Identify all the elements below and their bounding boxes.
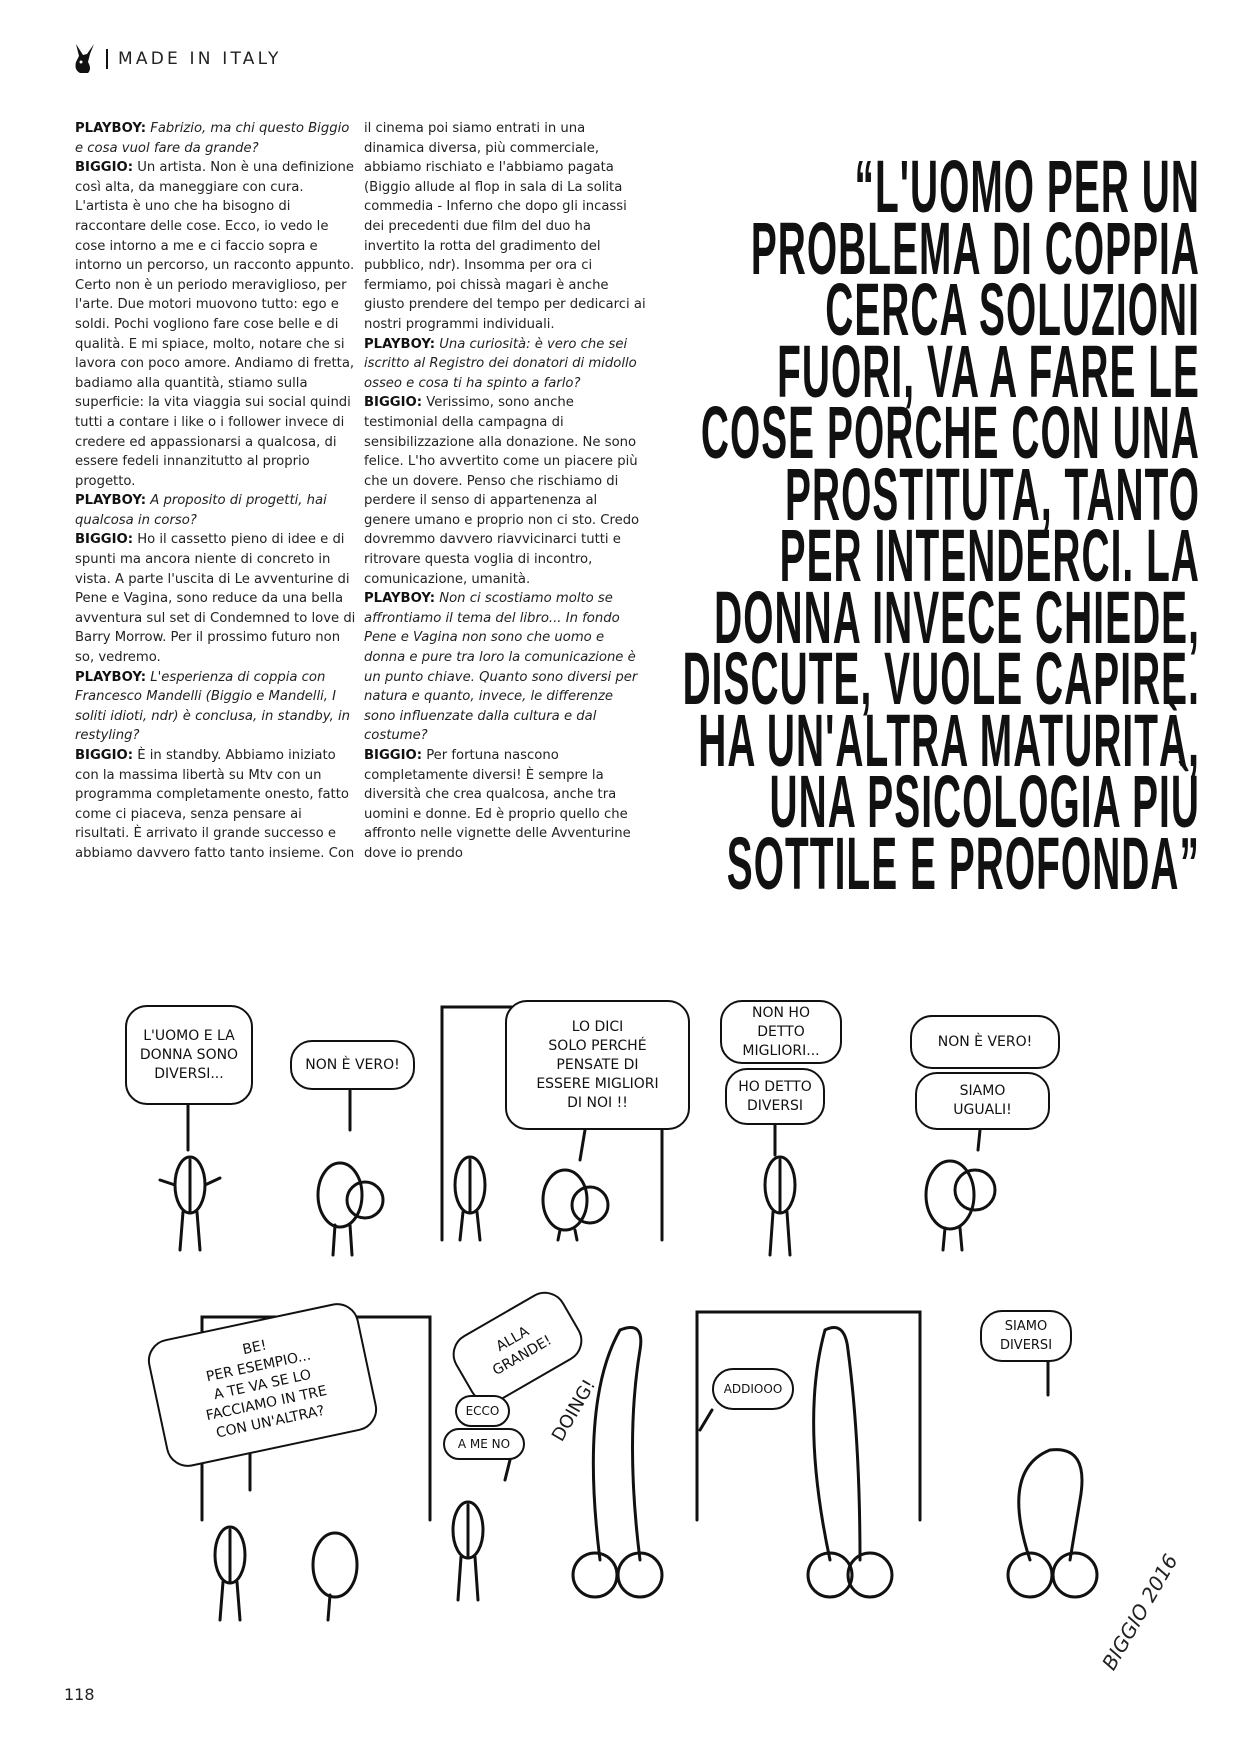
speech-bubble: NON È VERO! bbox=[910, 1015, 1060, 1069]
speaker-label: PLAYBOY: bbox=[75, 669, 147, 685]
comic-character-penis bbox=[926, 1161, 995, 1250]
comic-character-penis-erect bbox=[808, 1328, 892, 1598]
comic-character-vagina bbox=[765, 1157, 795, 1255]
speech-bubble: ADDIOOO bbox=[712, 1368, 794, 1410]
section-title: MADE IN ITALY bbox=[118, 49, 282, 69]
speaker-label: BIGGIO: bbox=[75, 532, 133, 548]
comic-character-vagina bbox=[453, 1502, 483, 1600]
pull-quote-line: DISCUTE, VUOLE CAPIRE. bbox=[682, 637, 1200, 720]
speech-bubble: ALLA GRANDE! bbox=[445, 1284, 591, 1411]
comic-character-penis bbox=[313, 1533, 357, 1620]
comic-character-penis bbox=[543, 1170, 608, 1240]
speaker-label: PLAYBOY: bbox=[364, 591, 436, 607]
comic-character-penis bbox=[318, 1163, 383, 1255]
page-number: 118 bbox=[64, 1685, 95, 1704]
pull-quote-line: “L'UOMO PER UN bbox=[854, 145, 1200, 228]
speech-bubble: SIAMO DIVERSI bbox=[980, 1310, 1072, 1362]
speaker-label: PLAYBOY: bbox=[364, 336, 436, 352]
speaker-label: BIGGIO: bbox=[364, 395, 422, 411]
pull-quote-line: HA UN'ALTRA MATURITÀ, bbox=[698, 698, 1200, 782]
speech-bubble: L'UOMO E LA DONNA SONO DIVERSI... bbox=[125, 1005, 253, 1105]
comic-character-vagina bbox=[160, 1157, 220, 1250]
pull-quote-line: UNA PSICOLOGIA PIÙ bbox=[769, 760, 1200, 843]
pull-quote-line: CERCA SOLUZIONI bbox=[825, 268, 1200, 351]
pull-quote-line: SOTTILE E PROFONDA” bbox=[726, 821, 1200, 905]
speech-bubble: ECCO bbox=[455, 1395, 510, 1427]
pull-quote-line: PROSTITUTA, TANTO bbox=[785, 452, 1200, 536]
question-text: A proposito di progetti, hai qualcosa in corso? bbox=[75, 493, 327, 528]
pull-quote-line: PER INTENDERCI. LA bbox=[779, 514, 1200, 597]
pull-quote-line: DONNA INVECE CHIEDE, bbox=[714, 575, 1200, 659]
speaker-label: BIGGIO: bbox=[75, 160, 133, 176]
speaker-label: BIGGIO: bbox=[75, 748, 133, 763]
speech-bubble: LO DICI SOLO PERCHÉ PENSATE DI ESSERE MIGLIORI DI NOI !! bbox=[505, 1000, 690, 1130]
answer-text: il cinema poi siamo entrati in una dinamica diversa, più commerciale, abbiamo rischiato e l'abbiamo pagata (Biggio allude al flop in sala di La solita commedia - Inferno che dopo gli incassi dei precedenti due film del duo ha invertito la rotta del gradimento del pubblico, ndr). Insomma per ora ci fermiamo, poi chissà magari è anche giusto prendere del tempo per dedicarci ai nostri programmi individuali. bbox=[364, 121, 646, 332]
comic-character-penis-curved bbox=[1008, 1450, 1097, 1597]
pull-quote-line: PROBLEMA DI COPPIA bbox=[750, 206, 1200, 290]
comic-character-vagina bbox=[455, 1157, 485, 1240]
question-text: Una curiosità: è vero che sei iscritto al Registro dei donatori di midollo osseo e cosa ti ha spinto a farlo? bbox=[364, 336, 637, 391]
speech-bubble: HO DETTO DIVERSI bbox=[725, 1068, 825, 1125]
answer-text: È in standby. Abbiamo iniziato con la massima libertà su Mtv con un programma completamente onesto, fatto come ci piaceva, senza pensare ai risultati. È arrivato il grande successo e abbiamo davvero fatto tanto insieme. Con bbox=[75, 748, 355, 861]
sound-effect: DOING! bbox=[547, 1375, 601, 1446]
comic-character-penis-erect bbox=[573, 1328, 662, 1598]
answer-text: Ho il cassetto pieno di idee e di spunti ma ancora niente di concreto in vista. A parte l'uscita di Le avventurine di Pene e Vagina, sono reduce da una bella avventura sul set di Condemned to love di Barry Morrow. Per il prossimo futuro non so, vedremo. bbox=[75, 532, 356, 666]
answer-text: Un artista. Non è una definizione così alta, da maneggiare con cura. L'artista è uno che ha bisogno di raccontare delle cose. Ecco, io vedo le cose intorno a me e ci faccio sopra e intorno un percorso, un racconto appunto. Certo non è un periodo meraviglioso, per l'arte. Due motori muovono tutto: ego e soldi. Pochi vogliono fare cose belle e di qualità. E mi spiace, molto, notare che si lavora con poco amore. Andiamo di fretta, badiamo alla quantità, stiamo sulla superficie: la vita viaggia sui social quindi tutti a contare i like o i follower invece di credere ed appassionarsi a qualcosa, di essere fedeli innanzitutto al proprio progetto. bbox=[75, 160, 355, 489]
pull-quote-line: FUORI, VA A FARE LE bbox=[777, 329, 1200, 413]
answer-text: Per fortuna nascono completamente diversi! È sempre la diversità che crea qualcosa, anche tra uomini e donne. Ed è proprio quello che affronto nelle vignette delle Avventurine dove io prendo bbox=[364, 748, 631, 861]
speech-bubble: A ME NO bbox=[443, 1428, 525, 1460]
speech-bubble: NON HO DETTO MIGLIORI... bbox=[720, 1000, 842, 1064]
speaker-label: PLAYBOY: bbox=[75, 121, 147, 136]
question-text: Fabrizio, ma chi questo Biggio e cosa vuol fare da grande? bbox=[75, 121, 350, 156]
speech-bubble: NON È VERO! bbox=[290, 1040, 415, 1090]
comic-character-vagina bbox=[215, 1527, 245, 1620]
question-text: Non ci scostiamo molto se affrontiamo il tema del libro... In fondo Pene e Vagina non sono che uomo e donna e pure tra loro la comunicazione è un punto chiave. Quanto sono diversi per natura e quanto, invece, le differenze sono influenzate dalla cultura e dal costume? bbox=[364, 591, 638, 744]
answer-text: Verissimo, sono anche testimonial della campagna di sensibilizzazione alla donazione. Ne sono felice. L'ho avvertito come un piacere più che un dovere. Penso che rischiamo di perdere il senso di appartenenza al genere umano e proprio non ci sto. Credo dovremmo davvero riavvicinarci tutti e ritrovare questa voglia di incontro, comunicazione, umanità. bbox=[364, 395, 640, 587]
speech-bubble: BE! PER ESEMPIO... A TE VA SE LO FACCIAMO IN TRE CON UN'ALTRA? bbox=[144, 1299, 381, 1471]
speaker-label: PLAYBOY: bbox=[75, 493, 147, 509]
question-text: L'esperienza di coppia con Francesco Mandelli (Biggio e Mandelli, I soliti idioti, ndr) è conclusa, in standby, in restyling? bbox=[75, 669, 350, 744]
artist-signature: BIGGIO 2016 bbox=[1096, 1549, 1183, 1675]
pull-quote-line: COSE PORCHE CON UNA bbox=[700, 391, 1200, 474]
speech-bubble: SIAMO UGUALI! bbox=[915, 1072, 1050, 1130]
comic-panel-frame bbox=[697, 1312, 920, 1520]
speaker-label: BIGGIO: bbox=[364, 748, 422, 763]
